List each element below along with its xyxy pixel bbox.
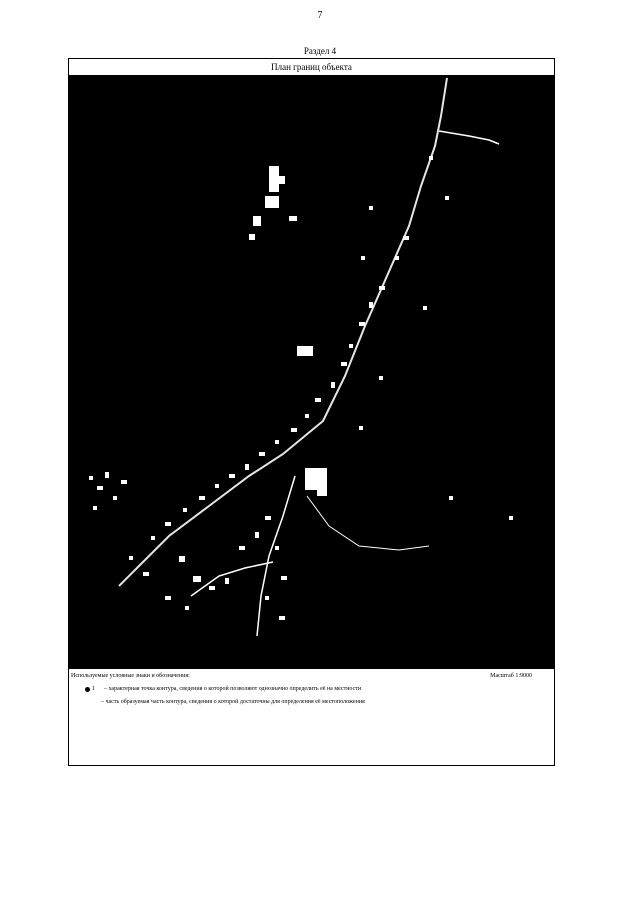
map-image xyxy=(69,76,554,669)
legend-item xyxy=(85,699,545,706)
satellite-map xyxy=(69,76,554,669)
map-scale: Масштаб 1:9000 xyxy=(490,673,532,679)
legend-item xyxy=(85,686,545,692)
legend-title: Используемые условные знаки и обозначения: xyxy=(71,673,190,679)
legend-item-text: – часть образуемая часть контура, сведения о которой достаточны для определения её местоположения xyxy=(101,699,365,705)
point-marker-label: 1 xyxy=(92,686,95,692)
page-number: 7 xyxy=(317,10,323,21)
point-marker-icon xyxy=(85,687,90,692)
legend xyxy=(69,669,554,765)
plan-title: План границ объекта xyxy=(69,59,554,76)
plan-frame xyxy=(68,58,555,766)
legend-item-text: – характерная точка контура, сведения о которой позволяют однозначно определить её на местности xyxy=(104,686,362,692)
section-title: Раздел 4 xyxy=(303,46,337,56)
